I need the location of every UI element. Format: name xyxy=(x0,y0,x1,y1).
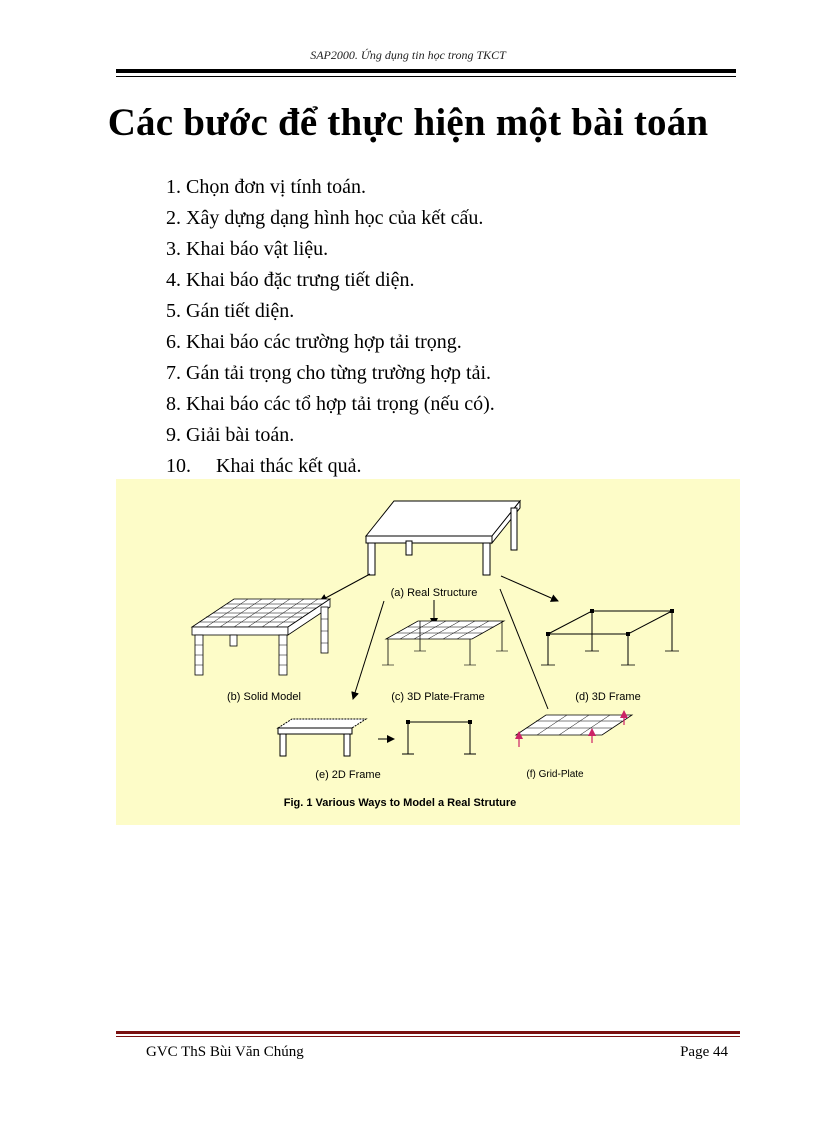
list-item xyxy=(166,327,495,358)
figure-caption: Fig. 1 Various Ways to Model a Real Struture xyxy=(283,797,517,809)
list-item xyxy=(166,451,495,482)
list-item xyxy=(166,358,495,389)
step-number: 2. xyxy=(166,207,181,229)
list-item xyxy=(166,389,495,420)
footer-rule-thick xyxy=(116,1031,740,1034)
step-text: Khai báo các tổ hợp tải trọng (nếu có). xyxy=(186,393,495,415)
step-text: Gán tiết diện. xyxy=(186,300,295,322)
step-text: Khai báo đặc trưng tiết diện. xyxy=(186,269,415,291)
plate-frame-drawing xyxy=(382,621,508,665)
frame-2d-drawing xyxy=(278,719,476,756)
step-text: Khai báo vật liệu. xyxy=(186,238,329,260)
step-number: 5. xyxy=(166,300,181,322)
step-text: Khai thác kết quả. xyxy=(216,455,362,477)
footer-rule-thin xyxy=(116,1036,740,1037)
page-title: Các bước để thực hiện một bài toán xyxy=(107,101,709,144)
step-text: Giải bài toán. xyxy=(186,424,295,446)
list-item xyxy=(166,265,495,296)
list-item xyxy=(166,420,495,451)
label-real-structure: (a) Real Structure xyxy=(390,587,478,599)
step-number: 4. xyxy=(166,269,181,291)
label-plate-frame: (c) 3D Plate-Frame xyxy=(391,691,485,703)
structure-models-figure xyxy=(116,479,740,825)
step-number: 10. xyxy=(166,455,191,477)
footer-author: GVC ThS Bùi Văn Chúng xyxy=(146,1044,304,1060)
step-number: 3. xyxy=(166,238,181,260)
label-3d-frame: (d) 3D Frame xyxy=(575,691,641,703)
figure-drawing xyxy=(116,479,740,825)
step-number: 9. xyxy=(166,424,181,446)
list-item xyxy=(166,172,495,203)
frame-3d-drawing xyxy=(541,609,679,665)
step-text: Xây dựng dạng hình học của kết cấu. xyxy=(186,207,484,229)
step-number: 7. xyxy=(166,362,181,384)
header-rule-thick xyxy=(116,69,736,73)
page-number: Page 44 xyxy=(680,1044,728,1060)
label-2d-frame: (e) 2D Frame xyxy=(315,769,381,781)
step-text: Khai báo các trường hợp tải trọng. xyxy=(186,331,462,353)
solid-model-drawing xyxy=(192,599,330,675)
step-number: 8. xyxy=(166,393,181,415)
header-text: SAP2000. Ứng dụng tin học trong TKCT xyxy=(310,48,506,62)
step-text: Gán tải trọng cho từng trường hợp tải. xyxy=(186,362,491,384)
list-item xyxy=(166,234,495,265)
steps-list xyxy=(166,172,495,482)
label-solid-model: (b) Solid Model xyxy=(227,691,301,703)
step-number: 6. xyxy=(166,331,181,353)
list-item xyxy=(166,203,495,234)
step-text: Chọn đơn vị tính toán. xyxy=(186,176,367,198)
real-structure-drawing xyxy=(366,501,520,575)
grid-plate-drawing xyxy=(516,715,632,735)
label-grid-plate: (f) Grid-Plate xyxy=(526,769,584,780)
list-item xyxy=(166,296,495,327)
step-number: 1. xyxy=(166,176,181,198)
header-rule-thin xyxy=(116,76,736,77)
